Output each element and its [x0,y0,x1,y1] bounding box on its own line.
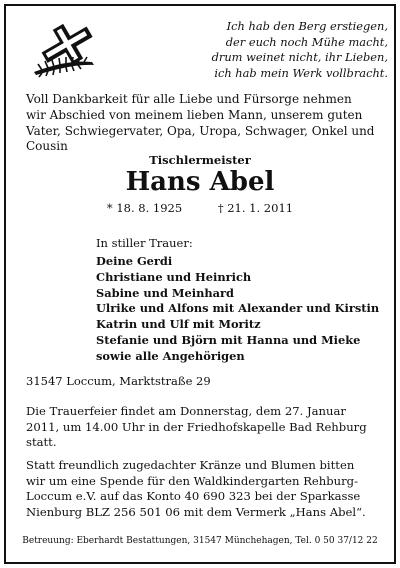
birth-date: * 18. 8. 1925 [106,201,183,215]
family-address: 31547 Loccum, Marktstraße 29 [26,374,211,388]
funeral-home-footer: Betreuung: Eberhardt Bestattungen, 31547 Münchehagen, Tel. 0 50 37/12 22 [22,536,378,546]
mourner-entry: Stefanie und Björn mit Hanna und Mieke [96,332,361,347]
donation-notice [26,458,376,520]
intro-text [26,92,378,155]
mourner-entry: Sabine und Meinhard [96,285,234,300]
mourner-entry: sowie alle Angehörigen [96,348,245,363]
funeral-line: Die Trauerfeier findet am Donnerstag, dem 27. Januar [26,404,346,418]
poem-line: drum weinet nicht, ihr Lieben, [211,50,388,64]
poem-line: der euch noch Mühe macht, [225,34,388,49]
profession-title: Tischlermeister [149,153,251,167]
funeral-line: 2011, um 14.00 Uhr in der Friedhofskapelle Bad Rehburg [26,419,367,434]
poem [188,19,388,81]
deceased-name: Hans Abel [125,167,275,197]
funeral-line: statt. [26,435,57,450]
death-date: † 21. 1. 2011 [217,201,294,215]
poem-line: Ich hab den Berg erstiegen, [226,19,388,33]
intro-line: Voll Dankbarkeit für alle Liebe und Fürsorge nehmen [26,92,352,106]
life-dates [0,201,400,215]
funeral-notice [26,404,376,451]
poem-line: ich hab mein Werk vollbracht. [214,65,388,80]
mourners-list [96,254,379,365]
mourning-heading: In stiller Trauer: [96,236,193,250]
intro-line: wir Abschied von meinem lieben Mann, unserem guten [26,107,363,122]
intro-line: Vater, Schwiegervater, Opa, Uropa, Schwager, Onkel und [26,123,375,138]
cross-with-palm-icon [30,16,100,78]
mourner-entry: Christiane und Heinrich [96,269,252,284]
donation-line: Statt freundlich zugedachter Kränze und Blumen bitten [26,458,355,472]
mourner-entry: Ulrike und Alfons mit Alexander und Kirstin [96,301,380,316]
donation-line: Loccum e.V. auf das Konto 40 690 323 bei der Sparkasse [26,489,361,504]
donation-line: Nienburg BLZ 256 501 06 mit dem Vermerk „Hans Abel“. [26,504,366,519]
intro-line: Cousin [26,139,68,154]
donation-line: wir um eine Spende für den Waldkindergarten Rehburg- [26,473,359,488]
mourner-entry: Katrin und Ulf mit Moritz [96,317,261,332]
mourner-entry: Deine Gerdi [96,254,173,268]
